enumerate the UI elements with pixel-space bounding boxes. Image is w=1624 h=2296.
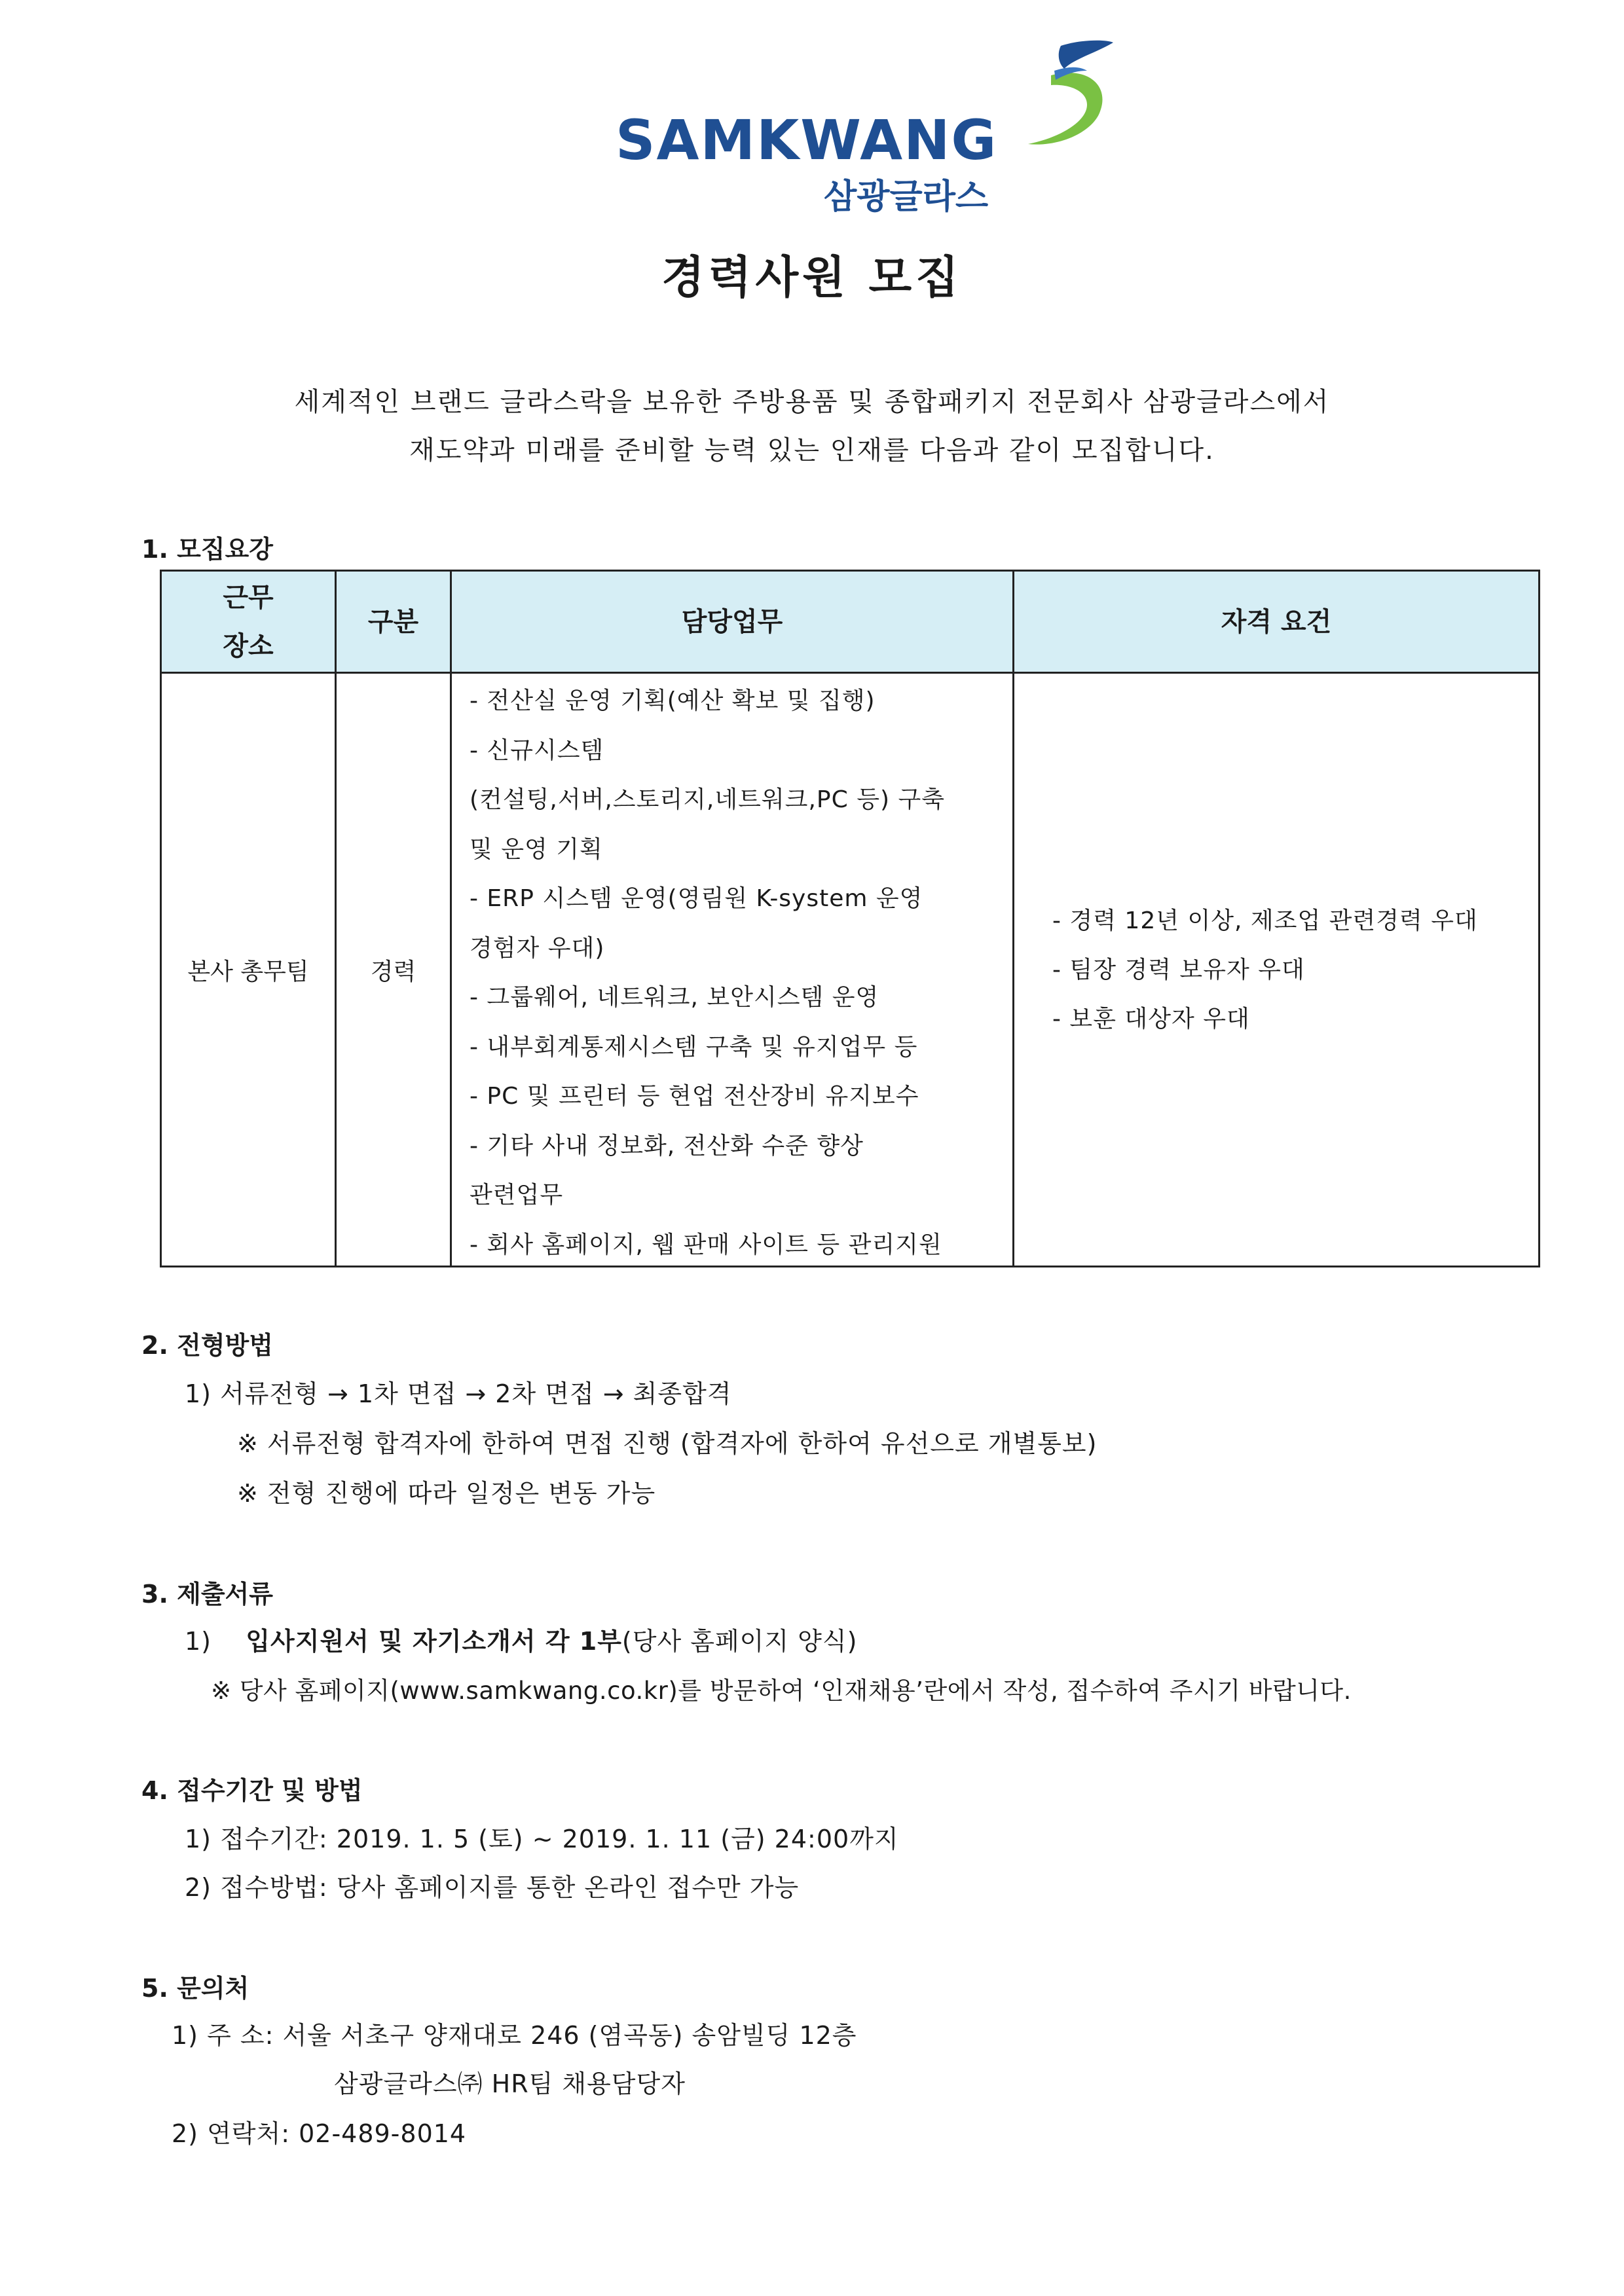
recruitment-table: [160, 570, 1540, 1267]
duty-line: - 그룹웨어, 네트워크, 보안시스템 운영: [470, 984, 879, 1011]
documents-note: ※ 당사 홈페이지(www.samkwang.co.kr)를 방문하여 ‘인재채용’란에서 작성, 접수하여 주시기 바랍니다.: [211, 1677, 1352, 1705]
section-heading-application: 4. 접수기간 및 방법: [141, 1776, 363, 1805]
header-location-line1: 근무: [223, 582, 274, 613]
qualification-line: - 팀장 경력 보유자 우대: [1052, 956, 1305, 983]
intro-line-1: 세계적인 브랜드 글라스락을 보유한 주방용품 및 종합패키지 전문회사 삼광글라스에서: [294, 387, 1330, 417]
section-heading-selection: 2. 전형방법: [141, 1331, 273, 1360]
intro-line-2: 재도약과 미래를 준비할 능력 있는 인재를 다음과 같이 모집합니다.: [409, 435, 1215, 465]
duty-line: - ERP 시스템 운영(영림원 K-system 운영: [470, 885, 923, 912]
application-method: 2) 접수방법: 당사 홈페이지를 통한 온라인 접수만 가능: [185, 1873, 800, 1902]
qualification-line: - 경력 12년 이상, 제조업 관련경력 우대: [1052, 907, 1478, 934]
swoosh-icon: [982, 39, 1113, 157]
duty-line: 및 운영 기획: [470, 835, 603, 863]
selection-process: 1) 서류전형 → 1차 면접 → 2차 면접 → 최종합격: [185, 1379, 732, 1408]
duty-line: - 전산실 운영 기획(예산 확보 및 집행): [470, 687, 876, 714]
contact-address: 1) 주 소: 서울 서초구 양재대로 246 (염곡동) 송암빌딩 12층: [172, 2021, 857, 2050]
duty-line: - 기타 사내 정보화, 전산화 수준 향상: [470, 1132, 864, 1159]
header-duties: 담당업무: [681, 606, 783, 637]
duty-line: 관련업무: [470, 1182, 564, 1209]
contact-phone: 2) 연락처: 02-489-8014: [172, 2119, 467, 2148]
section-heading-contact: 5. 문의처: [141, 1974, 249, 2003]
documents-item-num: 1): [185, 1627, 212, 1656]
documents-item-rest: (당사 홈페이지 양식): [621, 1627, 858, 1656]
selection-note-2: ※ 전형 진행에 따라 일정은 변동 가능: [237, 1479, 656, 1508]
duty-line: (컨설팅,서버,스토리지,네트워크,PC 등) 구축: [470, 786, 946, 813]
section-heading-recruitment: 1. 모집요강: [141, 535, 273, 564]
logo-text-en: SAMKWANG: [616, 108, 998, 172]
duty-line: - PC 및 프린터 등 현업 전산장비 유지보수: [470, 1083, 919, 1110]
header-category: 구분: [367, 606, 419, 637]
selection-note-1: ※ 서류전형 합격자에 한하여 면접 진행 (합격자에 한하여 유선으로 개별통보): [237, 1429, 1098, 1458]
documents-item-bold: 입사지원서 및 자기소개서 각 1부: [246, 1627, 622, 1656]
header-location-line2: 장소: [223, 630, 274, 661]
duty-line: - 신규시스템: [470, 737, 604, 764]
contact-address-cont: 삼광글라스㈜ HR팀 채용담당자: [334, 2069, 686, 2098]
documents-item: [185, 1621, 857, 1657]
header-location: [162, 572, 335, 672]
duty-line: 경험자 우대): [470, 934, 605, 962]
duty-line: - 내부회계통제시스템 구축 및 유지업무 등: [470, 1033, 918, 1061]
cell-category: 경력: [370, 958, 416, 985]
application-period: 1) 접수기간: 2019. 1. 5 (토) ~ 2019. 1. 11 (금) 24:00까지: [185, 1825, 899, 1853]
cell-qualifications: [1026, 674, 1537, 1266]
cell-location: 본사 총무팀: [187, 958, 309, 985]
cell-duties: [470, 684, 1020, 1277]
logo-text-ko: 삼광글라스: [824, 177, 989, 217]
header-qualifications: 자격 요건: [1221, 606, 1332, 637]
section-heading-documents: 3. 제출서류: [141, 1580, 273, 1609]
qualification-line: - 보훈 대상자 우대: [1052, 1005, 1250, 1032]
company-logo: [616, 39, 1113, 217]
duty-line: - 회사 홈페이지, 웹 판매 사이트 등 관리지원: [470, 1231, 942, 1258]
page-title: 경력사원 모집: [661, 252, 963, 304]
